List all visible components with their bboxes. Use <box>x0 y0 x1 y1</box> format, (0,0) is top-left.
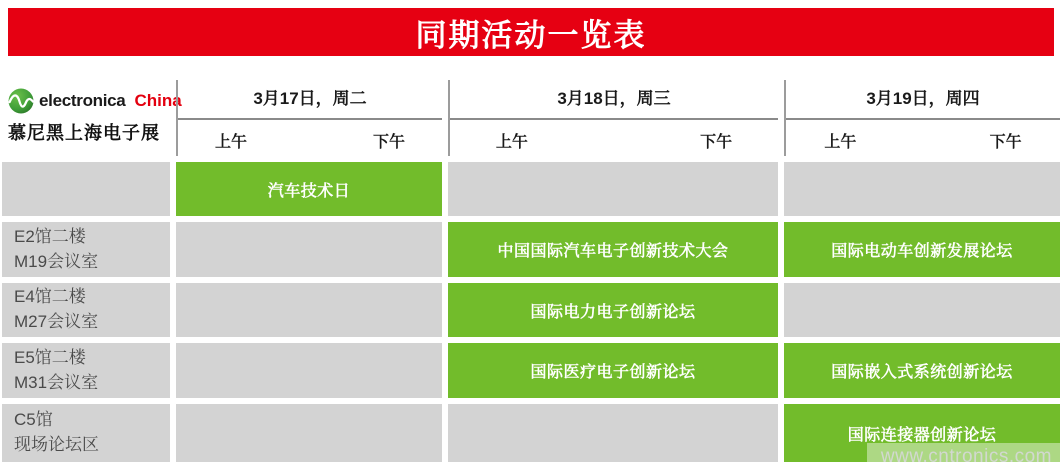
day-header-mar18 <box>448 80 778 156</box>
ampm-row <box>450 120 778 152</box>
day-date-label: 3月17日，周二 <box>178 84 442 120</box>
schedule-table <box>2 80 1062 462</box>
empty-cell <box>784 162 1060 216</box>
event-automotive-tech-day <box>176 162 442 216</box>
empty-cell <box>784 283 1060 337</box>
event-label: 国际嵌入式系统创新论坛 <box>831 364 1013 381</box>
event-auto-electronics-conference <box>448 222 778 277</box>
day-date-label: 3月18日，周三 <box>450 84 778 120</box>
ampm-row <box>178 120 442 152</box>
location-line1: E5馆二楼 <box>14 347 86 367</box>
location-line1: E4馆二楼 <box>14 287 86 307</box>
event-power-electronics-forum <box>448 283 778 337</box>
event-embedded-systems-forum <box>784 343 1060 398</box>
event-label: 汽车技术日 <box>267 182 351 200</box>
pm-label: 下午 <box>700 134 733 151</box>
location-cell-e2-m19 <box>2 222 170 277</box>
event-label: 国际电力电子创新论坛 <box>530 303 696 321</box>
page-title: 同期活动一览表 <box>415 17 647 53</box>
location-line1: C5馆 <box>14 410 53 430</box>
event-label: 国际连接器创新论坛 <box>847 426 997 444</box>
event-ev-innovation-forum <box>784 222 1060 277</box>
empty-cell <box>448 404 778 462</box>
brand-text: electronica <box>39 91 126 110</box>
location-line2: M27会议室 <box>14 312 99 331</box>
pm-label: 下午 <box>373 134 406 151</box>
logo-block <box>2 80 182 156</box>
logo-row <box>8 88 182 114</box>
location-line1: E2馆二楼 <box>14 226 86 246</box>
empty-cell <box>448 162 778 216</box>
pm-label: 下午 <box>989 134 1022 151</box>
event-label: 中国国际汽车电子创新技术大会 <box>497 243 729 260</box>
location-cell-c5-forum-area <box>2 404 170 462</box>
brand-china-text: China <box>134 91 182 110</box>
location-cell-e5-m31 <box>2 343 170 398</box>
day-header-mar17 <box>176 80 442 156</box>
location-line2: 现场论坛区 <box>14 435 99 454</box>
logo-subtitle: 慕尼黑上海电子展 <box>8 123 160 144</box>
am-label: 上午 <box>214 134 247 151</box>
event-label: 国际电动车创新发展论坛 <box>831 243 1013 260</box>
electronica-ball-icon <box>8 88 34 114</box>
event-medical-electronics-forum <box>448 343 778 398</box>
am-label: 上午 <box>824 134 857 151</box>
location-line2: M31会议室 <box>14 372 99 392</box>
location-cell-e4-m27 <box>2 283 170 337</box>
empty-cell <box>176 343 442 398</box>
empty-cell <box>176 283 442 337</box>
am-label: 上午 <box>495 134 528 151</box>
day-date-label: 3月19日，周四 <box>786 84 1060 120</box>
empty-cell <box>176 222 442 277</box>
location-cell-empty <box>2 162 170 216</box>
empty-cell <box>176 404 442 462</box>
title-banner <box>8 8 1054 56</box>
ampm-row <box>786 120 1060 152</box>
event-label: 国际医疗电子创新论坛 <box>530 364 696 381</box>
day-header-mar19 <box>784 80 1060 156</box>
location-line2: M19会议室 <box>14 251 99 271</box>
watermark: www.cntronics.com <box>867 443 1062 472</box>
